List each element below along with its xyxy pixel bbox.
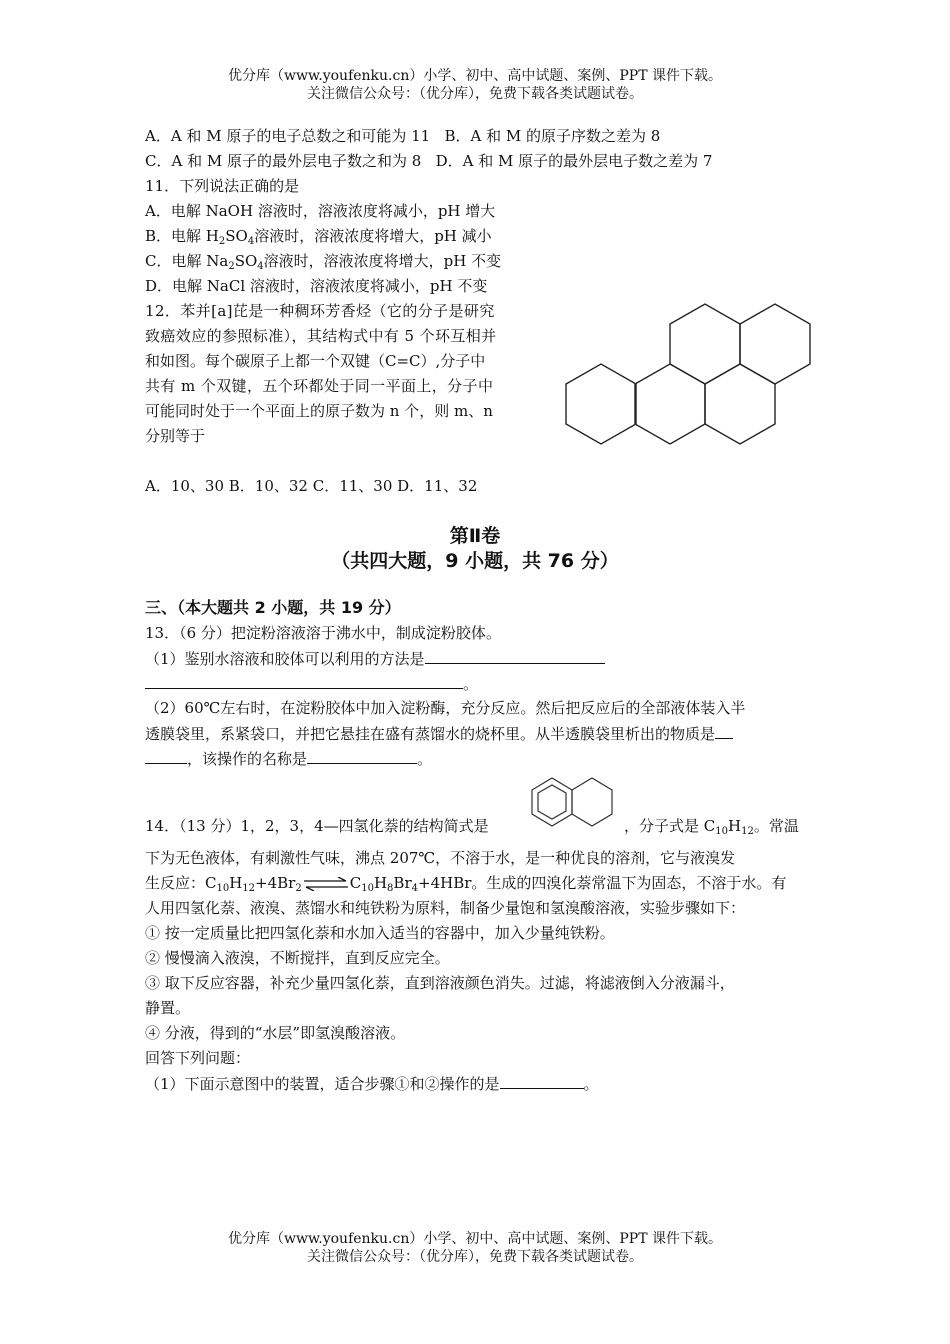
q14-answer-prompt: 回答下列问题： [145,1049,251,1067]
q12-options: A．10、30 B．10、32 C．11、30 D．11、32 [145,477,478,495]
q14-line-4: 人用四氢化萘、液溴、蒸馏水和纯铁粉为原料，制备少量饱和氢溴酸溶液，实验步骤如下： [145,899,746,917]
q12-line-5: 可能同时处于一个平面上的原子数为 n 个，则 m、n [145,402,493,420]
q12-line-1: 12．苯并[a]芘是一种稠环芳香烃（它的分子是研究 [145,302,495,320]
q14-step-3-line-1: ③ 取下反应容器，补充少量四氢化萘，直到溶液颜色消失。过滤，将滤液倒入分液漏斗， [145,974,735,992]
q14-step-4: ④ 分液，得到的“水层”即氢溴酸溶液。 [145,1024,406,1042]
q12-line-4: 共有 m 个双键，五个环都处于同一平面上，分子中 [145,377,494,395]
q11-stem: 11．下列说法正确的是 [145,177,300,195]
q13-part1-cont: 。 [145,673,478,694]
q14-line-2: 下为无色液体，有刺激性气味，沸点 207℃，不溶于水，是一种优良的溶剂，它与液溴发 [145,849,736,867]
q11-option-a: A．电解 NaOH 溶液时，溶液浓度将减小，pH 增大 [145,202,496,220]
answer-blank[interactable] [715,723,733,739]
q12-line-2: 致癌效应的参照标准），其结构式中有 5 个环互相并 [145,327,497,345]
q12-line-3: 和如图。每个碳原子上都一个双键（C=C）,分子中 [145,352,486,370]
footer-line-1: 优分库（www.youfenku.cn）小学、初中、高中试题、案例、PPT 课件下载。 [227,1231,722,1247]
q10-row-ab [145,126,660,146]
q10-row-cd [145,151,712,171]
q14-reaction: 生反应：$C_{10}H_{12}+4Br_2$ $C_{10}H_8Br_4+4HBr$。生成的四溴化萘常温下为固态，不溶于水。有 [145,874,787,894]
answer-blank[interactable] [500,1073,584,1089]
q12-line-6: 分别等于 [145,427,206,445]
section3-title: 三、（本大题共 2 小题，共 19 分） [145,598,401,617]
q14-step-3-line-2: 静置。 [145,999,191,1017]
q13-part2-line-3: ，该操作的名称是 。 [145,748,432,769]
answer-blank[interactable] [145,673,463,689]
footer-line-2: 关注微信公众号：（优分库），免费下载各类试题试卷。 [307,1249,643,1265]
q11-option-b: B．电解 $H_2SO_4$溶液时，溶液浓度将增大，pH 减小 [145,227,492,247]
q13-stem: 13．（6 分）把淀粉溶液溶于沸水中，制成淀粉胶体。 [145,624,501,642]
q11-option-c: C．电解 $Na_2SO_4$溶液时，溶液浓度将增大，pH 不变 [145,252,502,272]
q14-step-1: ① 按一定质量比把四氢化萘和水加入适当的容器中，加入少量纯铁粉。 [145,924,615,942]
q13-part1: （1）鉴别水溶液和胶体可以利用的方法是 [145,648,605,669]
q10-option-c: C．A 和 M 原子的最外层电子数之和为 8 [145,152,422,170]
benzopyrene-structure-icon [560,298,820,450]
answer-blank[interactable] [307,748,417,764]
q10-option-b: B．A 和 M 的原子序数之差为 8 [444,127,661,145]
tetralin-structure-icon [528,772,623,830]
part2-title: 第Ⅱ卷 [449,525,501,547]
q13-part2-line-1: （2）60℃左右时，在淀粉胶体中加入淀粉酶，充分反应。然后把反应后的全部液体装入半 [145,699,746,717]
q11-option-d: D．电解 NaCl 溶液时，溶液浓度将减小，pH 不变 [145,277,488,295]
q14-stem: 14．（13 分）1，2，3，4—四氢化萘的结构简式是 [145,817,489,835]
answer-blank[interactable] [145,748,187,764]
q10-option-d: D．A 和 M 原子的最外层电子数之差为 7 [435,152,713,170]
q14-part1: （1）下面示意图中的装置，适合步骤①和②操作的是 。 [145,1075,599,1093]
q13-part2-line-2: 透膜袋里，系紧袋口，并把它悬挂在盛有蒸馏水的烧杯里。从半透膜袋里析出的物质是 [145,723,733,744]
q14-step-2: ② 慢慢滴入液溴，不断搅拌，直到反应完全。 [145,949,450,967]
part2-subtitle: （共四大题，9 小题，共 76 分） [331,550,619,572]
header-line-2: 关注微信公众号：（优分库），免费下载各类试题试卷。 [307,86,643,102]
header-line-1: 优分库（www.youfenku.cn）小学、初中、高中试题、案例、PPT 课件下载。 [227,68,722,84]
answer-blank[interactable] [425,648,605,664]
q14-formula: ，分子式是 $C_{10}H_{12}$。常温 [624,817,799,837]
q10-option-a: A．A 和 M 原子的电子总数之和可能为 11 [145,127,431,145]
equilibrium-arrow-icon [302,877,350,891]
